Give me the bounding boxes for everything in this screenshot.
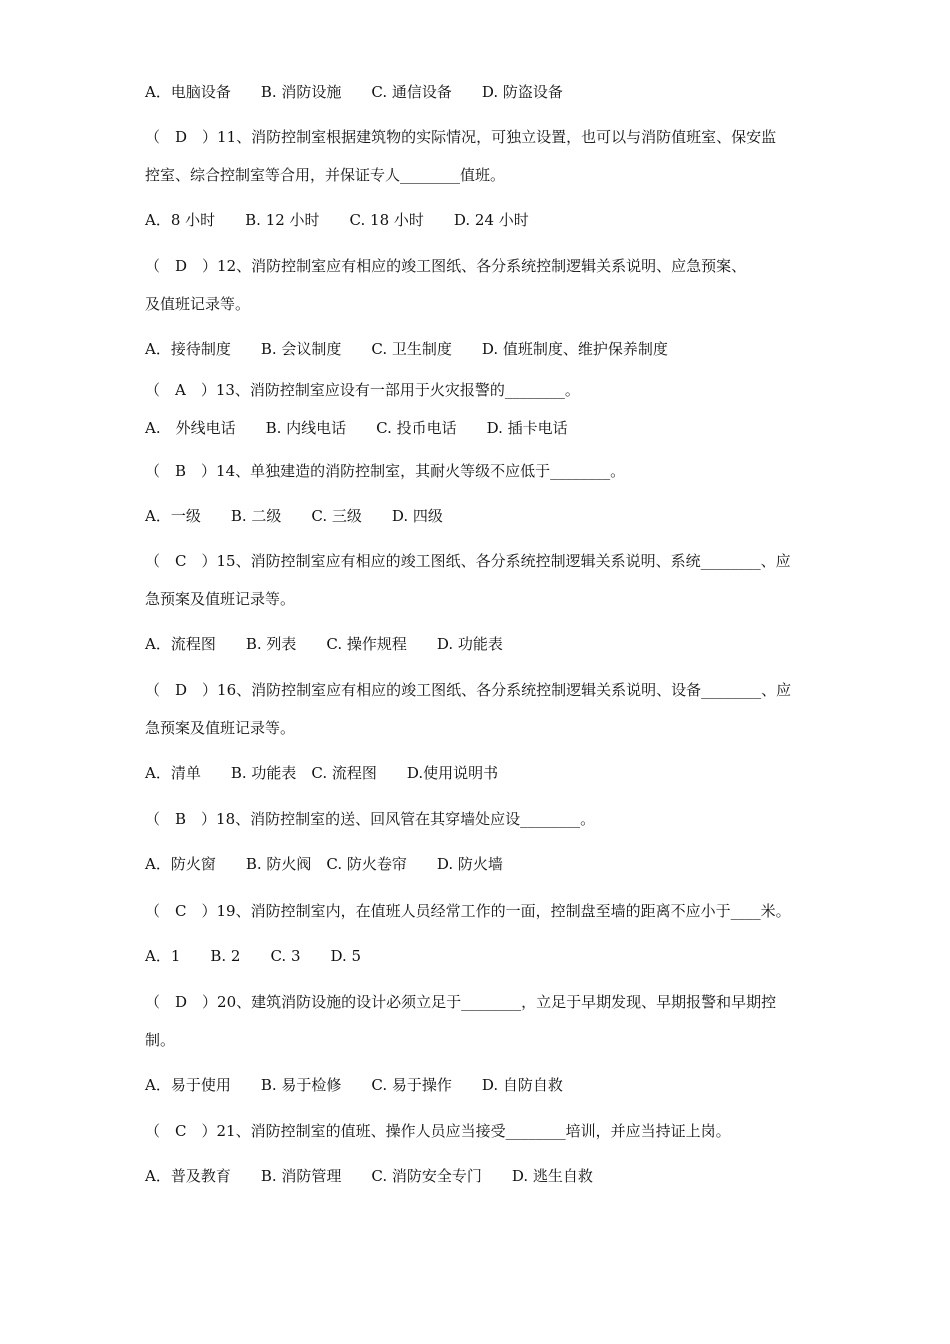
question-16-text-line-1: （ D ）16、消防控制室应有相应的竣工图纸、各分系统控制逻辑关系说明、设备________、应 [145,681,792,699]
question-14-options: A．一级 B. 二级 C. 三级 D. 四级 [145,507,443,525]
question-10-options: A．电脑设备 B. 消防设施 C. 通信设备 D. 防盗设备 [145,83,563,101]
question-11-text-line-1: （ D ）11、消防控制室根据建筑物的实际情况，可独立设置，也可以与消防值班室、保安监 [145,128,777,146]
question-19-options: A．1 B. 2 C. 3 D. 5 [145,947,362,965]
question-15-text-line-1: （ C ）15、消防控制室应有相应的竣工图纸、各分系统控制逻辑关系说明、系统________、应 [145,552,791,570]
question-21-text: （ C ）21、消防控制室的值班、操作人员应当接受________培训，并应当持证上岗。 [145,1122,731,1140]
question-21-options: A．普及教育 B. 消防管理 C. 消防安全专门 D. 逃生自救 [145,1167,593,1185]
question-13-text: （ A ）13、消防控制室应设有一部用于火灾报警的________。 [145,381,580,399]
question-11-options: A．8 小时 B. 12 小时 C. 18 小时 D. 24 小时 [145,211,529,229]
question-19-text: （ C ）19、消防控制室内，在值班人员经常工作的一面，控制盘至墙的距离不应小于____米。 [145,902,791,920]
question-11-text-line-2: 控室、综合控制室等合用，并保证专人________值班。 [145,166,506,184]
question-20-text-line-2: 制。 [145,1031,176,1049]
question-12-options: A．接待制度 B. 会议制度 C. 卫生制度 D. 值班制度、维护保养制度 [145,340,668,358]
question-13-options: A. 外线电话 B. 内线电话 C. 投币电话 D. 插卡电话 [145,419,568,437]
question-16-text-line-2: 急预案及值班记录等。 [145,719,296,737]
question-12-text-line-1: （ D ）12、消防控制室应有相应的竣工图纸、各分系统控制逻辑关系说明、应急预案、 [145,257,747,275]
question-14-text: （ B ）14、单独建造的消防控制室，其耐火等级不应低于________。 [145,462,626,480]
question-18-text: （ B ）18、消防控制室的送、回风管在其穿墙处应设________。 [145,810,596,828]
question-15-text-line-2: 急预案及值班记录等。 [145,590,296,608]
question-20-text-line-1: （ D ）20、建筑消防设施的设计必须立足于________，立足于早期发现、早期报警和早期控 [145,993,777,1011]
question-15-options: A．流程图 B. 列表 C. 操作规程 D. 功能表 [145,635,503,653]
question-20-options: A．易于使用 B. 易于检修 C. 易于操作 D. 自防自救 [145,1076,563,1094]
question-12-text-line-2: 及值班记录等。 [145,295,251,313]
question-16-options: A．清单 B. 功能表 C. 流程图 D.使用说明书 [145,764,499,782]
question-18-options: A．防火窗 B. 防火阀 C. 防火卷帘 D. 防火墙 [145,855,503,873]
